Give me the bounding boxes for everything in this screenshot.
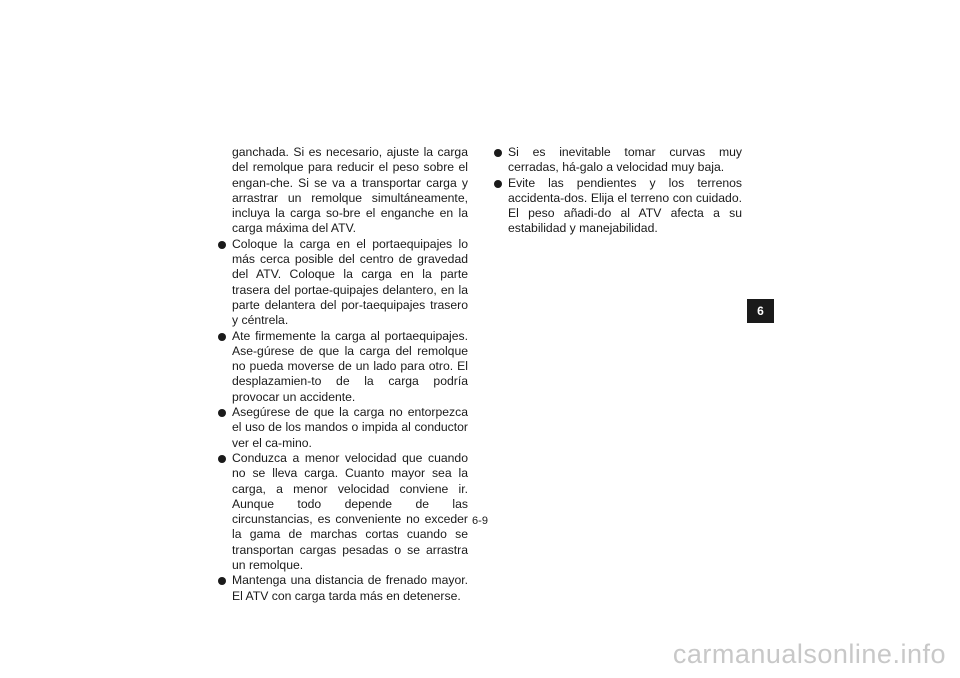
bullet-text: Conduzca a menor velocidad que cuando no se lleva carga. Cuanto mayor sea la carga, a menor velocidad conviene ir. Aunque todo depende de las circunstancias, es conveniente no exceder la gama de marchas cortas cuando se transportan cargas pesadas o se arrastra un remolque. (232, 450, 468, 573)
bullet-text: Si es inevitable tomar curvas muy cerradas, há-galo a velocidad muy baja. (508, 145, 742, 175)
bullet-dot-icon (494, 149, 502, 157)
bullet-item (218, 451, 468, 573)
bullet-dot-icon (218, 455, 226, 463)
bullet-text: Mantenga una distancia de frenado mayor. El ATV con carga tarda más en detenerse. (232, 573, 468, 603)
bullet-dot-icon (218, 409, 226, 417)
bullet-item (218, 573, 468, 604)
bullet-dot-icon (218, 577, 226, 585)
bullet-text: Coloque la carga en el portaequipajes lo más cerca posible del centro de gravedad del ATV. Coloque la carga en la parte trasera del portae-quipajes delantero, en la parte delantera del por-taequipajes trasero y céntrela. (232, 236, 468, 328)
page-number: 6-9 (472, 515, 488, 527)
chapter-tab: 6 (747, 299, 774, 323)
bullet-dot-icon (218, 333, 226, 341)
bullet-item (494, 145, 742, 176)
left-column (218, 145, 468, 604)
bullet-item (494, 176, 742, 237)
continuation-paragraph: ganchada. Si es necesario, ajuste la carga del remolque para reducir el peso sobre el engan-che. Si se va a transportar carga y arrastrar un remolque simultáneamente, incluya la carga so-bre el enganche en la carga máxima del ATV. (232, 145, 468, 236)
bullet-dot-icon (218, 241, 226, 249)
watermark-text: carmanualsonline.info (672, 639, 946, 669)
bullet-text: Ate firmemente la carga al portaequipajes. Ase-gúrese de que la carga del remolque no pueda moverse de un lado para otro. El desplazamien-to de la carga podría provocar un accidente. (232, 328, 468, 404)
bullet-item (218, 237, 468, 329)
bullet-dot-icon (494, 180, 502, 188)
bullet-text: Asegúrese de que la carga no entorpezca el uso de los mandos o impida al conductor ver el ca-mino. (232, 405, 468, 450)
bullet-text: Evite las pendientes y los terrenos accidenta-dos. Elija el terreno con cuidado. El peso añadi-do al ATV afecta a su estabilidad y manejabilidad. (508, 175, 742, 236)
bullet-item (218, 405, 468, 451)
right-column (494, 145, 742, 237)
bullet-item (218, 329, 468, 405)
